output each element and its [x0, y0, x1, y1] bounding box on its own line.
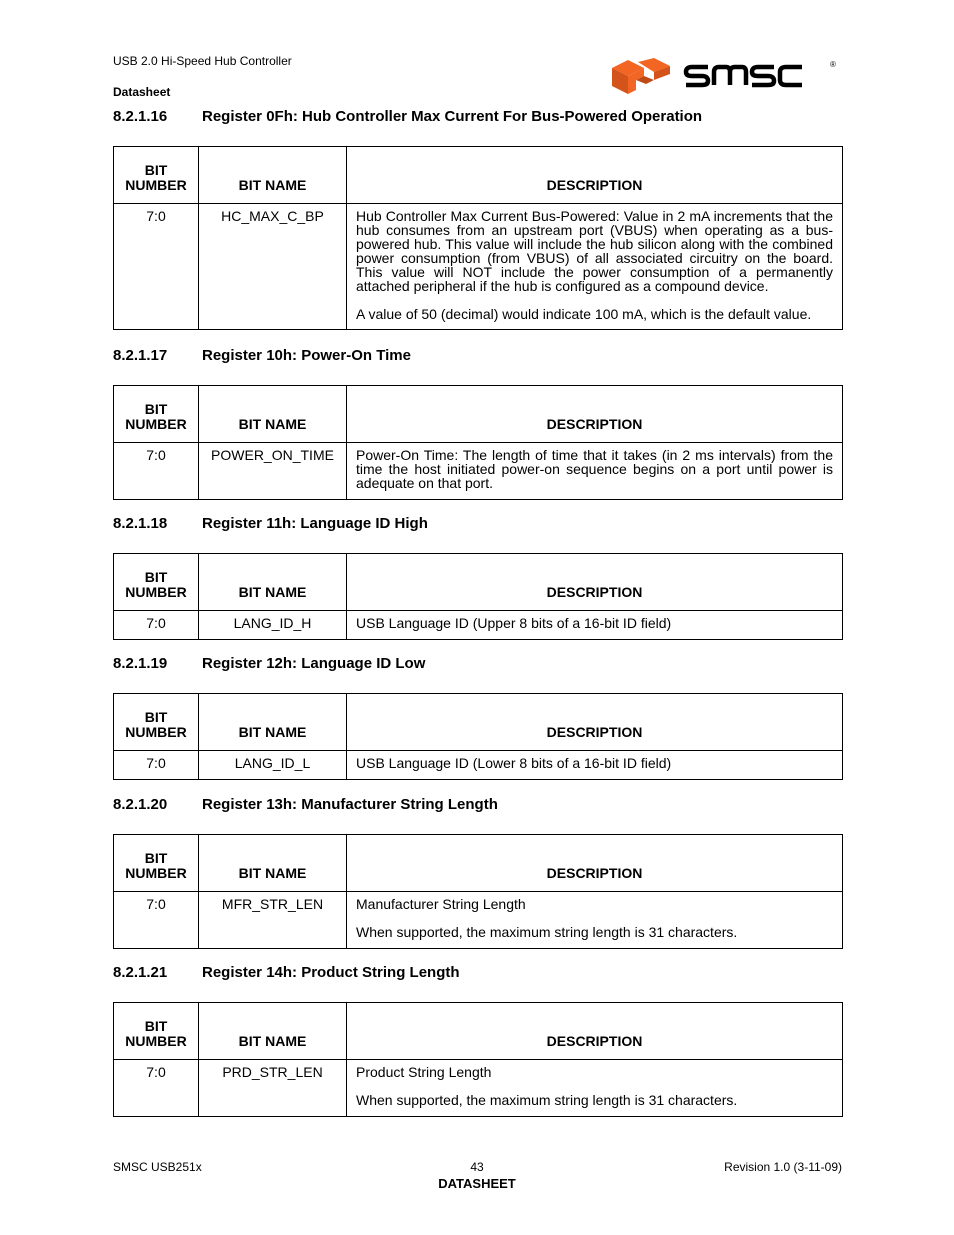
bit-name-cell: POWER_ON_TIME	[199, 443, 347, 500]
bit-number-cell: 7:0	[114, 611, 199, 640]
bit-number-cell: 7:0	[114, 892, 199, 949]
section-heading	[113, 346, 842, 366]
col-bit-number: BIT NUMBER	[114, 694, 199, 751]
description-cell	[347, 204, 843, 330]
register-table	[113, 146, 843, 330]
section-number: 8.2.1.16	[113, 108, 168, 125]
section-title: Register 14h: Product String Length	[202, 964, 460, 981]
registered-mark: ®	[830, 60, 836, 69]
description-text: When supported, the maximum string length is 31 characters.	[356, 1092, 738, 1108]
section-number: 8.2.1.19	[113, 655, 168, 672]
section-register-13h	[113, 795, 842, 949]
col-description: DESCRIPTION	[347, 554, 843, 611]
section-register-10h	[113, 346, 842, 500]
section-heading	[113, 514, 842, 534]
col-bit-number: BIT NUMBER	[114, 147, 199, 204]
description-cell	[347, 751, 843, 780]
bit-name-cell: LANG_ID_L	[199, 751, 347, 780]
table-row	[114, 611, 843, 640]
col-bit-number: BIT NUMBER	[114, 835, 199, 892]
table-row	[114, 204, 843, 330]
description-text: Product String Length	[356, 1064, 492, 1080]
smsc-logo	[608, 54, 840, 98]
col-description: DESCRIPTION	[347, 386, 843, 443]
table-row	[114, 443, 843, 500]
section-title: Register 0Fh: Hub Controller Max Current For Bus-Powered Operation	[202, 108, 703, 125]
register-table	[113, 1002, 843, 1117]
description-cell	[347, 611, 843, 640]
col-bit-number: BIT NUMBER	[114, 386, 199, 443]
table-header-row	[114, 835, 843, 892]
section-title: Register 10h: Power-On Time	[202, 347, 411, 364]
section-heading	[113, 107, 842, 127]
section-number: 8.2.1.21	[113, 964, 168, 981]
table-row	[114, 1060, 843, 1117]
table-row	[114, 751, 843, 780]
section-register-0fh	[113, 107, 842, 330]
footer-product: SMSC USB251x	[113, 1160, 202, 1174]
bit-number-cell: 7:0	[114, 751, 199, 780]
table-header-row	[114, 554, 843, 611]
bit-name-cell: LANG_ID_H	[199, 611, 347, 640]
bit-number-cell: 7:0	[114, 443, 199, 500]
bit-number-cell: 7:0	[114, 204, 199, 330]
section-heading	[113, 795, 842, 815]
register-table	[113, 553, 843, 640]
table-header-row	[114, 1003, 843, 1060]
description-text: USB Language ID (Upper 8 bits of a 16-bit ID field)	[356, 615, 672, 631]
register-table	[113, 693, 843, 780]
description-text: USB Language ID (Lower 8 bits of a 16-bit ID field)	[356, 755, 672, 771]
section-register-14h	[113, 963, 842, 1117]
col-bit-name: BIT NAME	[199, 147, 347, 204]
col-bit-name: BIT NAME	[199, 694, 347, 751]
col-bit-name: BIT NAME	[199, 554, 347, 611]
section-title: Register 11h: Language ID High	[202, 515, 428, 532]
description-text: A value of 50 (decimal) would indicate 100 mA, which is the default value.	[356, 306, 812, 322]
section-heading	[113, 654, 842, 674]
section-register-11h	[113, 514, 842, 640]
section-number: 8.2.1.17	[113, 347, 168, 364]
section-title: Register 12h: Language ID Low	[202, 655, 426, 672]
bit-name-cell: HC_MAX_C_BP	[199, 204, 347, 330]
register-table	[113, 385, 843, 500]
description-text: When supported, the maximum string length is 31 characters.	[356, 924, 738, 940]
col-description: DESCRIPTION	[347, 147, 843, 204]
bit-name-cell: PRD_STR_LEN	[199, 1060, 347, 1117]
bit-number-cell: 7:0	[114, 1060, 199, 1117]
col-description: DESCRIPTION	[347, 694, 843, 751]
footer-revision: Revision 1.0 (3-11-09)	[724, 1160, 842, 1174]
footer-datasheet: DATASHEET	[438, 1176, 516, 1191]
col-bit-name: BIT NAME	[199, 386, 347, 443]
col-description: DESCRIPTION	[347, 835, 843, 892]
description-text: Power-On Time: The length of time that it takes (in 2 ms intervals) from the time the host initiated power-on sequence begins on a port until power is adequate on that port.	[356, 447, 833, 491]
description-cell	[347, 892, 843, 949]
description-text: Manufacturer String Length	[356, 896, 526, 912]
doc-type: Datasheet	[113, 85, 171, 99]
register-table	[113, 834, 843, 949]
table-header-row	[114, 147, 843, 204]
table-row	[114, 892, 843, 949]
description-cell	[347, 443, 843, 500]
section-title: Register 13h: Manufacturer String Length	[202, 796, 498, 813]
col-description: DESCRIPTION	[347, 1003, 843, 1060]
table-header-row	[114, 694, 843, 751]
description-text: Hub Controller Max Current Bus-Powered: Value in 2 mA increments that the hub consumes from an upstream port (VBUS) when operating as a bus-powered hub. This value will include the hub silicon along with the combined power consumption (from VBUS) of all associated circuitry on the board. This value will NOT include the power consumption of a permanently attached peripheral if the hub is configured as a compound device.	[356, 208, 833, 294]
bit-name-cell: MFR_STR_LEN	[199, 892, 347, 949]
col-bit-name: BIT NAME	[199, 1003, 347, 1060]
section-register-12h	[113, 654, 842, 780]
col-bit-number: BIT NUMBER	[114, 1003, 199, 1060]
section-heading	[113, 963, 842, 983]
table-header-row	[114, 386, 843, 443]
footer-page-number: 43	[470, 1160, 484, 1174]
description-cell	[347, 1060, 843, 1117]
section-number: 8.2.1.18	[113, 515, 168, 532]
section-number: 8.2.1.20	[113, 796, 168, 813]
col-bit-number: BIT NUMBER	[114, 554, 199, 611]
doc-title: USB 2.0 Hi-Speed Hub Controller	[113, 54, 292, 68]
col-bit-name: BIT NAME	[199, 835, 347, 892]
